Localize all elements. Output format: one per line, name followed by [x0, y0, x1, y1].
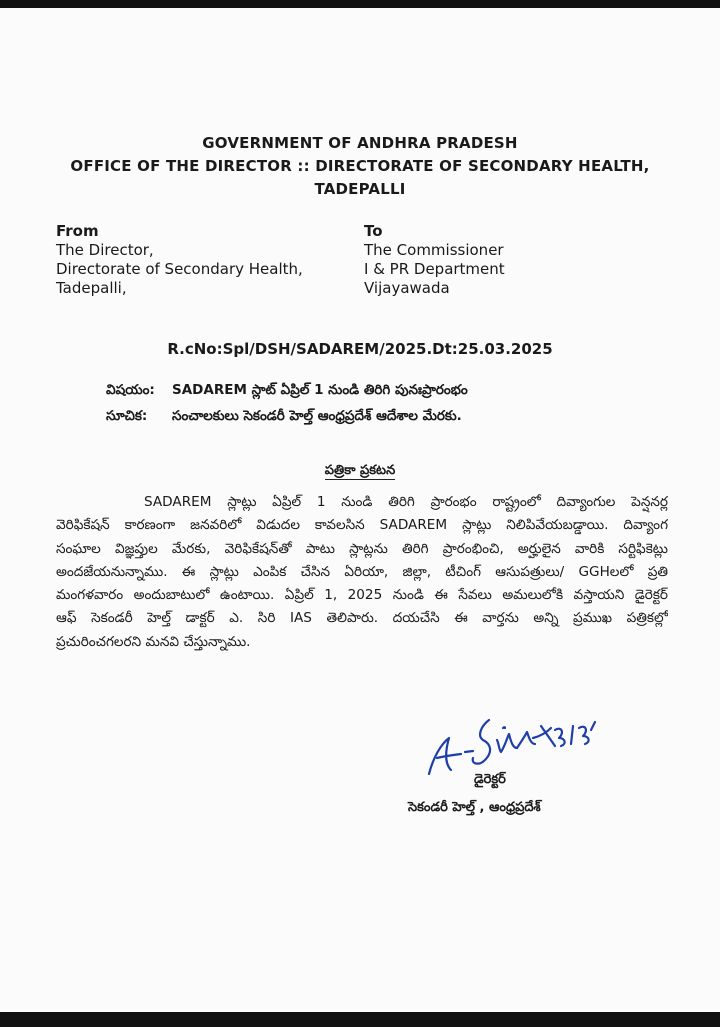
- reference-note-text: సంచాలకులు సెకండరీ హెల్త్ ఆంధ్రప్రదేశ్ ఆదేశాల మేరకు.: [172, 408, 462, 424]
- signatory-designation: డైరెక్టర్: [474, 772, 506, 787]
- body-line: సంఘాల విజ్ఞప్తుల మేరకు, వెరిఫికేషన్‌తో పాటు స్లాట్లను తిరిగి ప్రారంభించి, అర్హులైన వారికి సర్టిఫికెట్లు: [56, 540, 668, 557]
- body-line: అందజేయనున్నాము. ఈ స్లాట్లు ఎంపిక చేసిన ఏరియా, జిల్లా, టీచింగ్ ఆసుపత్రులు/ GGHలలో ప్రతి: [56, 563, 668, 580]
- signatory-office: సెకండరీ హెల్త్ , ఆంధ్రప్రదేశ్: [408, 800, 541, 815]
- letter-page: [0, 8, 720, 1012]
- press-release-body: [56, 491, 668, 654]
- subject-text: SADAREM స్లాట్ ఏప్రిల్ 1 నుండి తిరిగి పునఃప్రారంభం: [172, 382, 468, 398]
- handwritten-signature: [415, 708, 615, 788]
- subject-label: విషయం:: [106, 382, 155, 398]
- to-line: The Commissioner: [364, 241, 504, 259]
- from-label: From: [56, 222, 99, 240]
- from-line: The Director,: [56, 241, 154, 259]
- from-line: Tadepalli,: [56, 279, 127, 297]
- reference-number: R.cNo:Spl/DSH/SADAREM/2025.Dt:25.03.2025: [167, 340, 553, 358]
- reference-note-label: సూచిక:: [106, 408, 148, 424]
- body-line: మంగళవారం అందుబాటులో ఉంటాయి. ఏప్రిల్ 1, 2025 నుండి ఈ సేవలు అమలులోకి వస్తాయని డైరెక్టర్: [56, 587, 668, 604]
- header-government: GOVERNMENT OF ANDHRA PRADESH: [202, 134, 518, 152]
- body-line: ఆఫ్ సెకండరీ హెల్త్ డాక్టర్ ఎ. సిరి IAS తెలిపారు. దయచేసి ఈ వార్తను అన్ని ప్రముఖ పత్రికల్లో: [56, 610, 668, 627]
- to-line: I & PR Department: [364, 260, 505, 278]
- press-release-heading-text: పత్రికా ప్రకటన: [324, 463, 396, 478]
- to-line: Vijayawada: [364, 279, 450, 297]
- body-line: వెరిఫికేషన్ కారణంగా జనవరిలో విడుదల కావలసిన SADAREM స్లాట్లు నిలిపివేయబడ్డాయి. దివ్యాంగ: [56, 517, 668, 534]
- header-location: TADEPALLI: [314, 180, 406, 198]
- to-label: To: [364, 222, 383, 240]
- press-release-heading: [0, 463, 720, 481]
- body-line: ప్రచురించగలరని మనవి చేస్తున్నాము.: [56, 633, 251, 650]
- body-line: SADAREM స్లాట్లు ఏప్రిల్ 1 నుండి తిరిగి ప్రారంభం రాష్ట్రంలో దివ్యాంగుల పెన్షనర్ల: [144, 494, 668, 510]
- from-line: Directorate of Secondary Health,: [56, 260, 303, 278]
- header-office: OFFICE OF THE DIRECTOR :: DIRECTORATE OF SECONDARY HEALTH,: [70, 157, 650, 175]
